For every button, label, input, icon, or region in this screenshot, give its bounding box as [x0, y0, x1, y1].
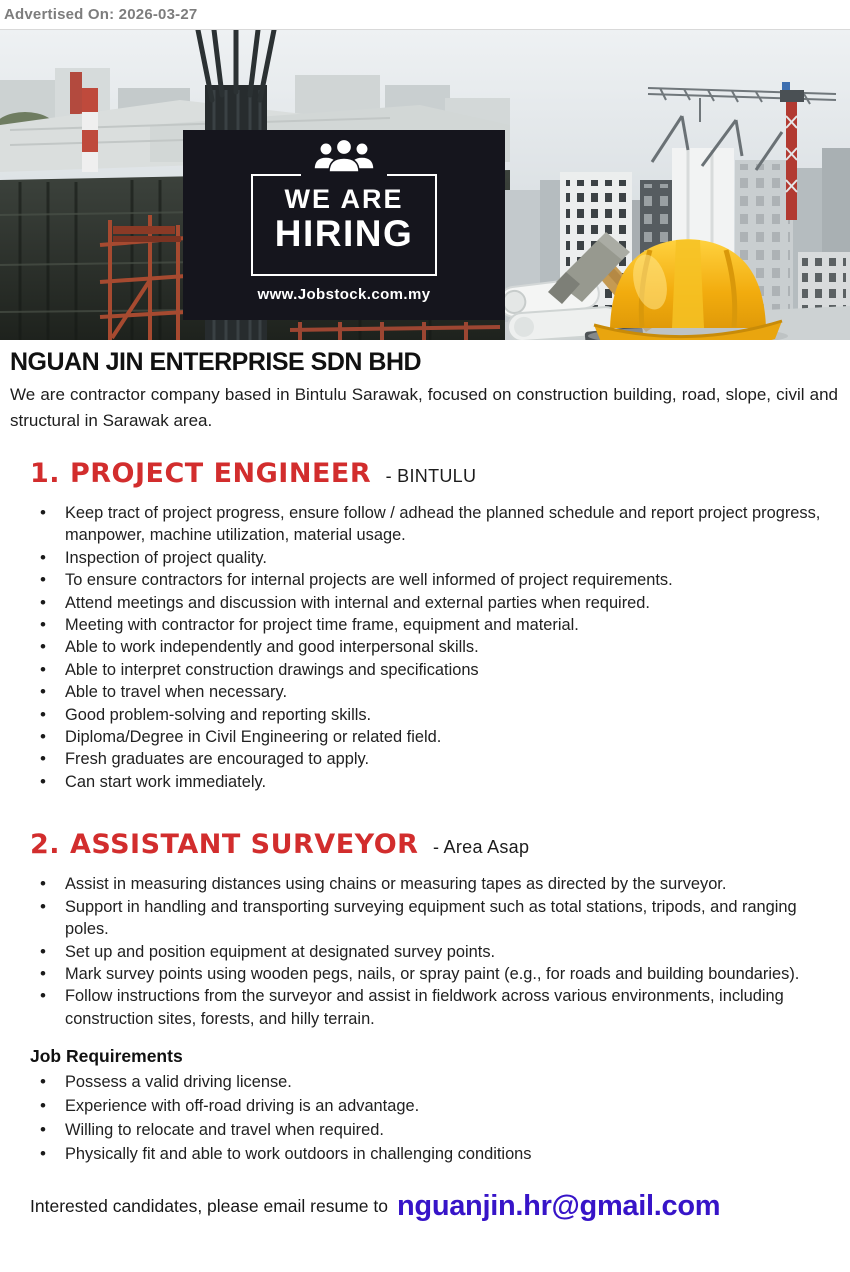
bullet-item: • Diploma/Degree in Civil Engineering or related field. [65, 726, 838, 748]
hiring-line-2: HIRING [274, 212, 414, 254]
bullet-item: • Physically fit and able to work outdoors in challenging conditions [65, 1142, 838, 1166]
bullet-item: • Able to travel when necessary. [65, 681, 838, 703]
job1-title: 1. PROJECT ENGINEER [30, 458, 372, 489]
bullet-item: • Experience with off-road driving is an advantage. [65, 1094, 838, 1118]
people-icon [301, 138, 387, 176]
advertised-on-bar [0, 0, 850, 30]
bullet-item: • Mark survey points using wooden pegs, nails, or spray paint (e.g., for roads and building boundaries). [65, 963, 838, 985]
contact-text: Interested candidates, please email resume to [30, 1196, 388, 1217]
bullet-item: • Follow instructions from the surveyor and assist in fieldwork across various environments, including construction sites, forests, and hilly terrain. [65, 985, 838, 1030]
job-section-project-engineer [10, 458, 838, 793]
bullet-item: • Can start work immediately. [65, 771, 838, 793]
bullet-item: • Possess a valid driving license. [65, 1070, 838, 1094]
hiring-frame [251, 174, 437, 276]
chimney-graphic [82, 88, 98, 172]
we-are-hiring-box [183, 130, 505, 320]
bullet-item: • Good problem-solving and reporting skills. [65, 704, 838, 726]
job-section-assistant-surveyor [10, 829, 838, 1030]
bullet-item: • Inspection of project quality. [65, 547, 838, 569]
job2-bullet-list [10, 873, 838, 1030]
company-name: NGUAN JIN ENTERPRISE SDN BHD [10, 348, 422, 376]
job1-heading [30, 458, 838, 494]
job-requirements-list [10, 1070, 838, 1166]
bullet-item: • Willing to relocate and travel when required. [65, 1118, 838, 1142]
bullet-item: • Support in handling and transporting surveying equipment such as total stations, tripods, and ranging poles. [65, 896, 838, 941]
company-description: We are contractor company based in Bintulu Sarawak, focused on construction building, road, slope, civil and structural in Sarawak area. [10, 385, 838, 430]
bullet-item: • Meeting with contractor for project time frame, equipment and material. [65, 614, 838, 636]
job2-title: 2. ASSISTANT SURVEYOR [30, 829, 419, 861]
contact-email-link[interactable]: nguanjin.hr@gmail.com [396, 1190, 721, 1223]
job1-location: - BINTULU [385, 466, 477, 486]
ad-body [0, 340, 850, 1223]
job1-bullet-list [10, 502, 838, 793]
bullet-item: • Attend meetings and discussion with internal and external parties when required. [65, 592, 838, 614]
job2-heading [30, 829, 838, 865]
hiring-line-1: WE ARE [284, 184, 404, 214]
banner-image [0, 30, 850, 340]
contact-line [30, 1190, 838, 1223]
bullet-item: • Fresh graduates are encouraged to apply. [65, 748, 838, 770]
jobstock-website-text: www.Jobstock.com.my [257, 286, 431, 303]
bullet-item: • Assist in measuring distances using chains or measuring tapes as directed by the surveyor. [65, 873, 838, 895]
job2-location: - Area Asap [432, 837, 530, 858]
bullet-item: • Able to work independently and good interpersonal skills. [65, 636, 838, 658]
job-requirements-section [10, 1046, 838, 1166]
bullet-item: • Set up and position equipment at designated survey points. [65, 941, 838, 963]
advertised-on-text: Advertised On: 2026-03-27 [4, 6, 198, 23]
job-requirements-heading: Job Requirements [30, 1046, 183, 1067]
bullet-item: • To ensure contractors for internal projects are well informed of project requirements. [65, 569, 838, 591]
bullet-item: • Able to interpret construction drawings and specifications [65, 659, 838, 681]
bullet-item: • Keep tract of project progress, ensure follow / adhead the planned schedule and report project progress, manpower, machine utilization, material usage. [65, 502, 838, 547]
